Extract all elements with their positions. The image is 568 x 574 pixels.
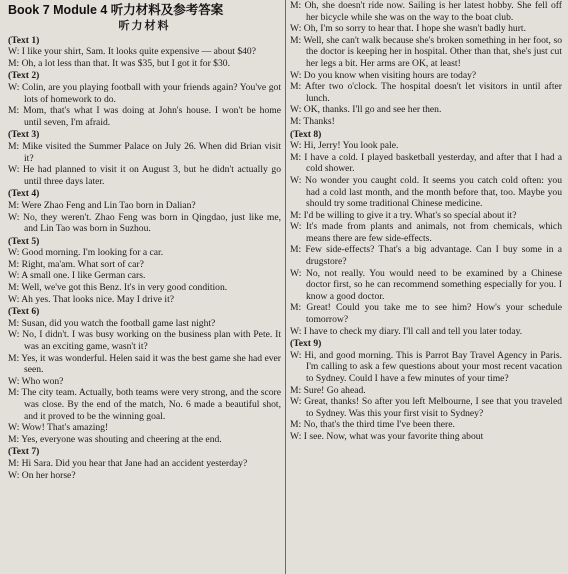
dialogue-line: W: No wonder you caught cold. It seems you catch cold often: you had a cold last month, and the month before that, too. Maybe you should try some traditional Chinese medicine.: [290, 174, 562, 210]
dialogue-line: M: Yes, it was wonderful. Helen said it was the best game she had ever seen.: [8, 352, 281, 376]
dialogue-line: M: Great! Could you take me to see him? How's your schedule tomorrow?: [290, 302, 562, 326]
dialogue-line: W: A small one. I like German cars.: [8, 270, 146, 282]
dialogue-line: M: Thanks!: [290, 115, 335, 127]
dialogue-line: W: Do you know when visiting hours are today?: [290, 69, 477, 81]
dialogue-line: M: No, that's the third time I've been there.: [290, 419, 455, 431]
text-label: (Text 4): [8, 188, 40, 200]
dialogue-line: M: Well, we've got this Benz. It's in very good condition.: [8, 282, 228, 294]
right-column: [290, 0, 562, 574]
text-label: (Text 9): [290, 338, 322, 350]
dialogue-line: W: On her horse?: [8, 469, 76, 481]
text-label: (Text 7): [8, 446, 40, 458]
dialogue-line: W: Oh, I'm so sorry to hear that. I hope she wasn't badly hurt.: [290, 23, 526, 35]
dialogue-line: W: I see. Now, what was your favorite thing about: [290, 430, 484, 442]
dialogue-line: M: Yes, everyone was shouting and cheering at the end.: [8, 433, 222, 445]
dialogue-line: M: Oh, a lot less than that. It was $35, but I got it for $30.: [8, 57, 230, 69]
dialogue-line: W: I like your shirt, Sam. It looks quite expensive — about $40?: [8, 46, 256, 58]
dialogue-line: M: Oh, she doesn't ride now. Sailing is her latest hobby. She fell off her bicycle while she was on the way to the boat club.: [290, 0, 562, 23]
dialogue-line: M: Hi Sara. Did you hear that Jane had an accident yesterday?: [8, 457, 248, 469]
dialogue-line: M: Sure! Go ahead.: [290, 384, 366, 396]
dialogue-line: W: No, I didn't. I was busy working on the business plan with Pete. It was an exciting game, wasn't it?: [8, 329, 281, 353]
left-column: [8, 0, 281, 574]
dialogue-line: W: It's made from plants and animals, not from chemicals, which means there are few side-effects.: [290, 221, 562, 244]
text-label: (Text 8): [290, 128, 322, 140]
section-heading: 听力材料: [118, 19, 171, 32]
text-label: (Text 6): [8, 306, 40, 318]
dialogue-line: M: I'd be willing to give it a try. What's so special about it?: [290, 209, 517, 221]
dialogue-line: W: Colin, are you playing football with your friends again? You've got lots of homework to do.: [8, 81, 281, 105]
text-label: (Text 2): [8, 70, 40, 82]
dialogue-line: W: He had planned to visit it on August 3, but he didn't actually go until three days later.: [8, 164, 281, 187]
dialogue-line: M: Right, ma'am. What sort of car?: [8, 258, 144, 270]
dialogue-line: M: The city team. Actually, both teams were very strong, and the score was close. By the end of the match, No. 6 made a beautiful shot, and it proved to be the winning goal.: [8, 387, 281, 422]
dialogue-line: W: I have to check my diary. I'll call and tell you later today.: [290, 325, 523, 337]
dialogue-line: W: Ah yes. That looks nice. May I drive it?: [8, 293, 174, 305]
dialogue-line: W: Wow! That's amazing!: [8, 422, 109, 434]
column-divider: [285, 0, 286, 574]
dialogue-line: M: I have a cold. I played basketball yesterday, and after that I had a cold shower.: [290, 151, 562, 175]
dialogue-line: M: After two o'clock. The hospital doesn't let visitors in until after lunch.: [290, 81, 562, 104]
text-label: (Text 5): [8, 235, 40, 247]
dialogue-line: W: OK, thanks. I'll go and see her then.: [290, 104, 442, 116]
dialogue-line: M: Susan, did you watch the football game last night?: [8, 317, 216, 329]
document-title: Book 7 Module 4 听力材料及参考答案: [8, 3, 224, 17]
dialogue-line: M: Few side-effects? That's a big advantage. Can I buy some in a drugstore?: [290, 244, 562, 268]
dialogue-line: W: Great, thanks! So after you left Melbourne, I see that you traveled to Sydney. Was this your first visit to Sydney?: [290, 396, 562, 419]
dialogue-line: M: Well, she can't walk because she's broken something in her foot, so the doctor is keeping her in hospital. Other than that, she's just cut her legs a bit. Her arms are OK, at least!: [290, 34, 562, 69]
dialogue-line: W: No, they weren't. Zhao Feng was born in Qingdao, just like me, and Lin Tao was born in Suzhou.: [8, 211, 281, 235]
dialogue-line: M: Mike visited the Summer Palace on July 26. When did Brian visit it?: [8, 140, 281, 164]
dialogue-line: W: Who won?: [8, 375, 64, 387]
dialogue-line: M: Mom, that's what I was doing at John's house. I won't be home until seven, I'm afraid.: [8, 105, 281, 128]
text-label: (Text 1): [8, 34, 40, 46]
dialogue-line: M: Were Zhao Feng and Lin Tao born in Dalian?: [8, 199, 196, 211]
dialogue-line: W: Hi, Jerry! You look pale.: [290, 140, 399, 152]
dialogue-line: W: No, not really. You would need to be examined by a Chinese doctor first, so he can recommend something especially for you. I know a good doctor.: [290, 267, 562, 302]
dialogue-line: W: Good morning. I'm looking for a car.: [8, 247, 164, 259]
dialogue-line: W: Hi, and good morning. This is Parrot Bay Travel Agency in Paris. I'm calling to ask a few questions about your most recent vacation to Sydney. Could I have a few minutes of your time?: [290, 349, 562, 384]
text-label: (Text 3): [8, 129, 40, 141]
